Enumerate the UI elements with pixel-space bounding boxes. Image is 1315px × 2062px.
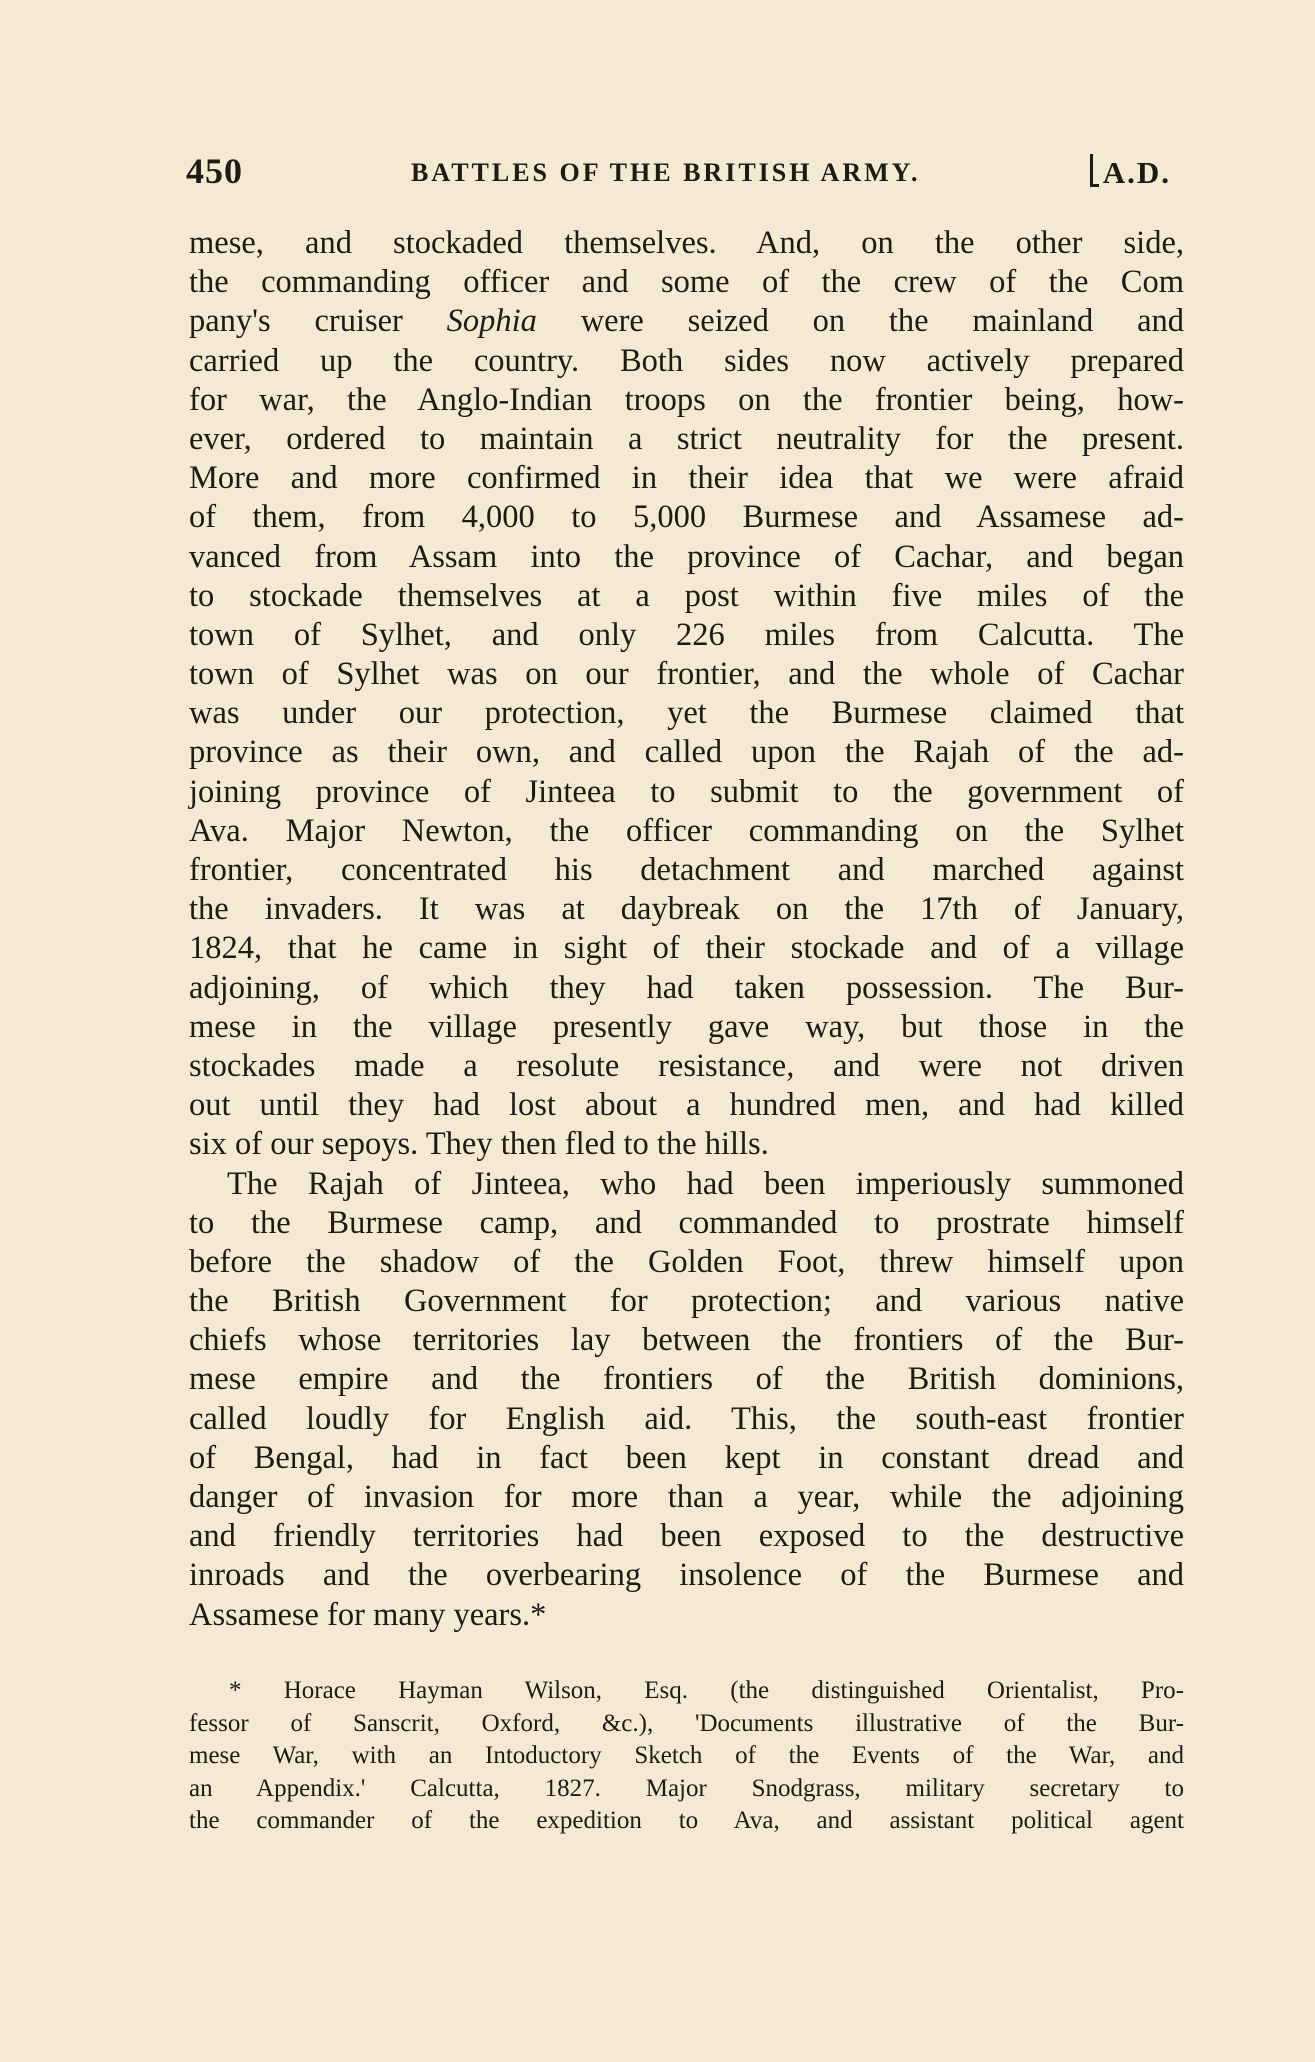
body-line: joining province of Jinteea to submit to the government of bbox=[189, 773, 1184, 810]
body-line: and friendly territories had been exposed to the destructive bbox=[189, 1518, 1184, 1555]
body-line: Ava. Major Newton, the officer commanding on the Sylhet bbox=[189, 812, 1184, 849]
body-line: adjoining, of which they had taken possession. The Bur- bbox=[189, 969, 1184, 1006]
body-line: of Bengal, had in fact been kept in constant dread and bbox=[189, 1439, 1184, 1476]
body-line: stockades made a resolute resistance, and were not driven bbox=[189, 1047, 1184, 1084]
body-line: danger of invasion for more than a year, while the adjoining bbox=[189, 1479, 1184, 1515]
body-line: vanced from Assam into the province of Cachar, and began bbox=[189, 538, 1184, 575]
body-line: carried up the country. Both sides now actively prepared bbox=[189, 342, 1184, 379]
body-line: to stockade themselves at a post within five miles of the bbox=[189, 577, 1184, 614]
body-line: for war, the Anglo-Indian troops on the frontier being, how- bbox=[189, 381, 1184, 418]
footnote-line: * Horace Hayman Wilson, Esq. (the distinguished Orientalist, Pro- bbox=[229, 1677, 1184, 1704]
body-line: Assamese for many years.* bbox=[189, 1596, 547, 1633]
body-text bbox=[189, 224, 1184, 1635]
body-line: mese empire and the frontiers of the British dominions, bbox=[189, 1361, 1184, 1398]
body-line: out until they had lost about a hundred men, and had killed bbox=[189, 1087, 1184, 1124]
body-line: More and more confirmed in their idea that we were afraid bbox=[189, 460, 1184, 497]
body-line: 1824, that he came in sight of their stockade and of a village bbox=[189, 930, 1184, 967]
body-line: the invaders. It was at daybreak on the 17th of January, bbox=[189, 891, 1184, 928]
body-line: frontier, concentrated his detachment and marched against bbox=[189, 852, 1184, 888]
body-line: mese, and stockaded themselves. And, on the other side, bbox=[189, 225, 1184, 261]
ship-name: Sophia bbox=[446, 303, 537, 340]
body-line: six of our sepoys. They then fled to the hills. bbox=[189, 1126, 769, 1163]
body-line: of them, from 4,000 to 5,000 Burmese and Assamese ad- bbox=[189, 499, 1184, 536]
page-number: 450 bbox=[186, 151, 243, 191]
bracket-mark bbox=[1090, 154, 1099, 187]
footnote-line: the commander of the expedition to Ava, and assistant political agent bbox=[189, 1807, 1184, 1834]
body-line: town of Sylhet was on our frontier, and the whole of Cachar bbox=[189, 656, 1184, 693]
era-mark-text: A.D. bbox=[1102, 155, 1171, 190]
body-line: before the shadow of the Golden Foot, threw himself upon bbox=[189, 1243, 1184, 1280]
era-mark bbox=[1090, 154, 1171, 191]
body-line: inroads and the overbearing insolence of the Burmese and bbox=[189, 1557, 1184, 1594]
running-title: BATTLES OF THE BRITISH ARMY. bbox=[411, 158, 921, 187]
body-line: The Rajah of Jinteea, who had been imperiously summoned bbox=[227, 1165, 1184, 1202]
body-line: province as their own, and called upon the Rajah of the ad- bbox=[189, 734, 1184, 771]
body-line: the commanding officer and some of the crew of the Com bbox=[189, 264, 1184, 301]
body-line: to the Burmese camp, and commanded to prostrate himself bbox=[189, 1204, 1184, 1241]
body-line: ever, ordered to maintain a strict neutrality for the present. bbox=[189, 420, 1184, 457]
footnote-line: an Appendix.' Calcutta, 1827. Major Snodgrass, military secretary to bbox=[189, 1774, 1184, 1802]
body-line: chiefs whose territories lay between the frontiers of the Bur- bbox=[189, 1322, 1184, 1359]
footnote-line: mese War, with an Intoductory Sketch of the Events of the War, and bbox=[189, 1742, 1184, 1769]
body-line: mese in the village presently gave way, but those in the bbox=[189, 1008, 1184, 1045]
running-head bbox=[186, 150, 1171, 196]
body-line: called loudly for English aid. This, the south-east frontier bbox=[189, 1400, 1184, 1437]
body-line: the British Government for protection; and various native bbox=[189, 1283, 1184, 1320]
footnote bbox=[189, 1675, 1184, 1838]
body-line: was under our protection, yet the Burmese claimed that bbox=[189, 695, 1184, 732]
body-line: town of Sylhet, and only 226 miles from Calcutta. The bbox=[189, 616, 1184, 653]
footnote-line: fessor of Sanscrit, Oxford, &c.), 'Documents illustrative of the Bur- bbox=[189, 1709, 1184, 1737]
body-line: pany's cruiser Sophia were seized on the mainland and bbox=[189, 303, 1184, 340]
